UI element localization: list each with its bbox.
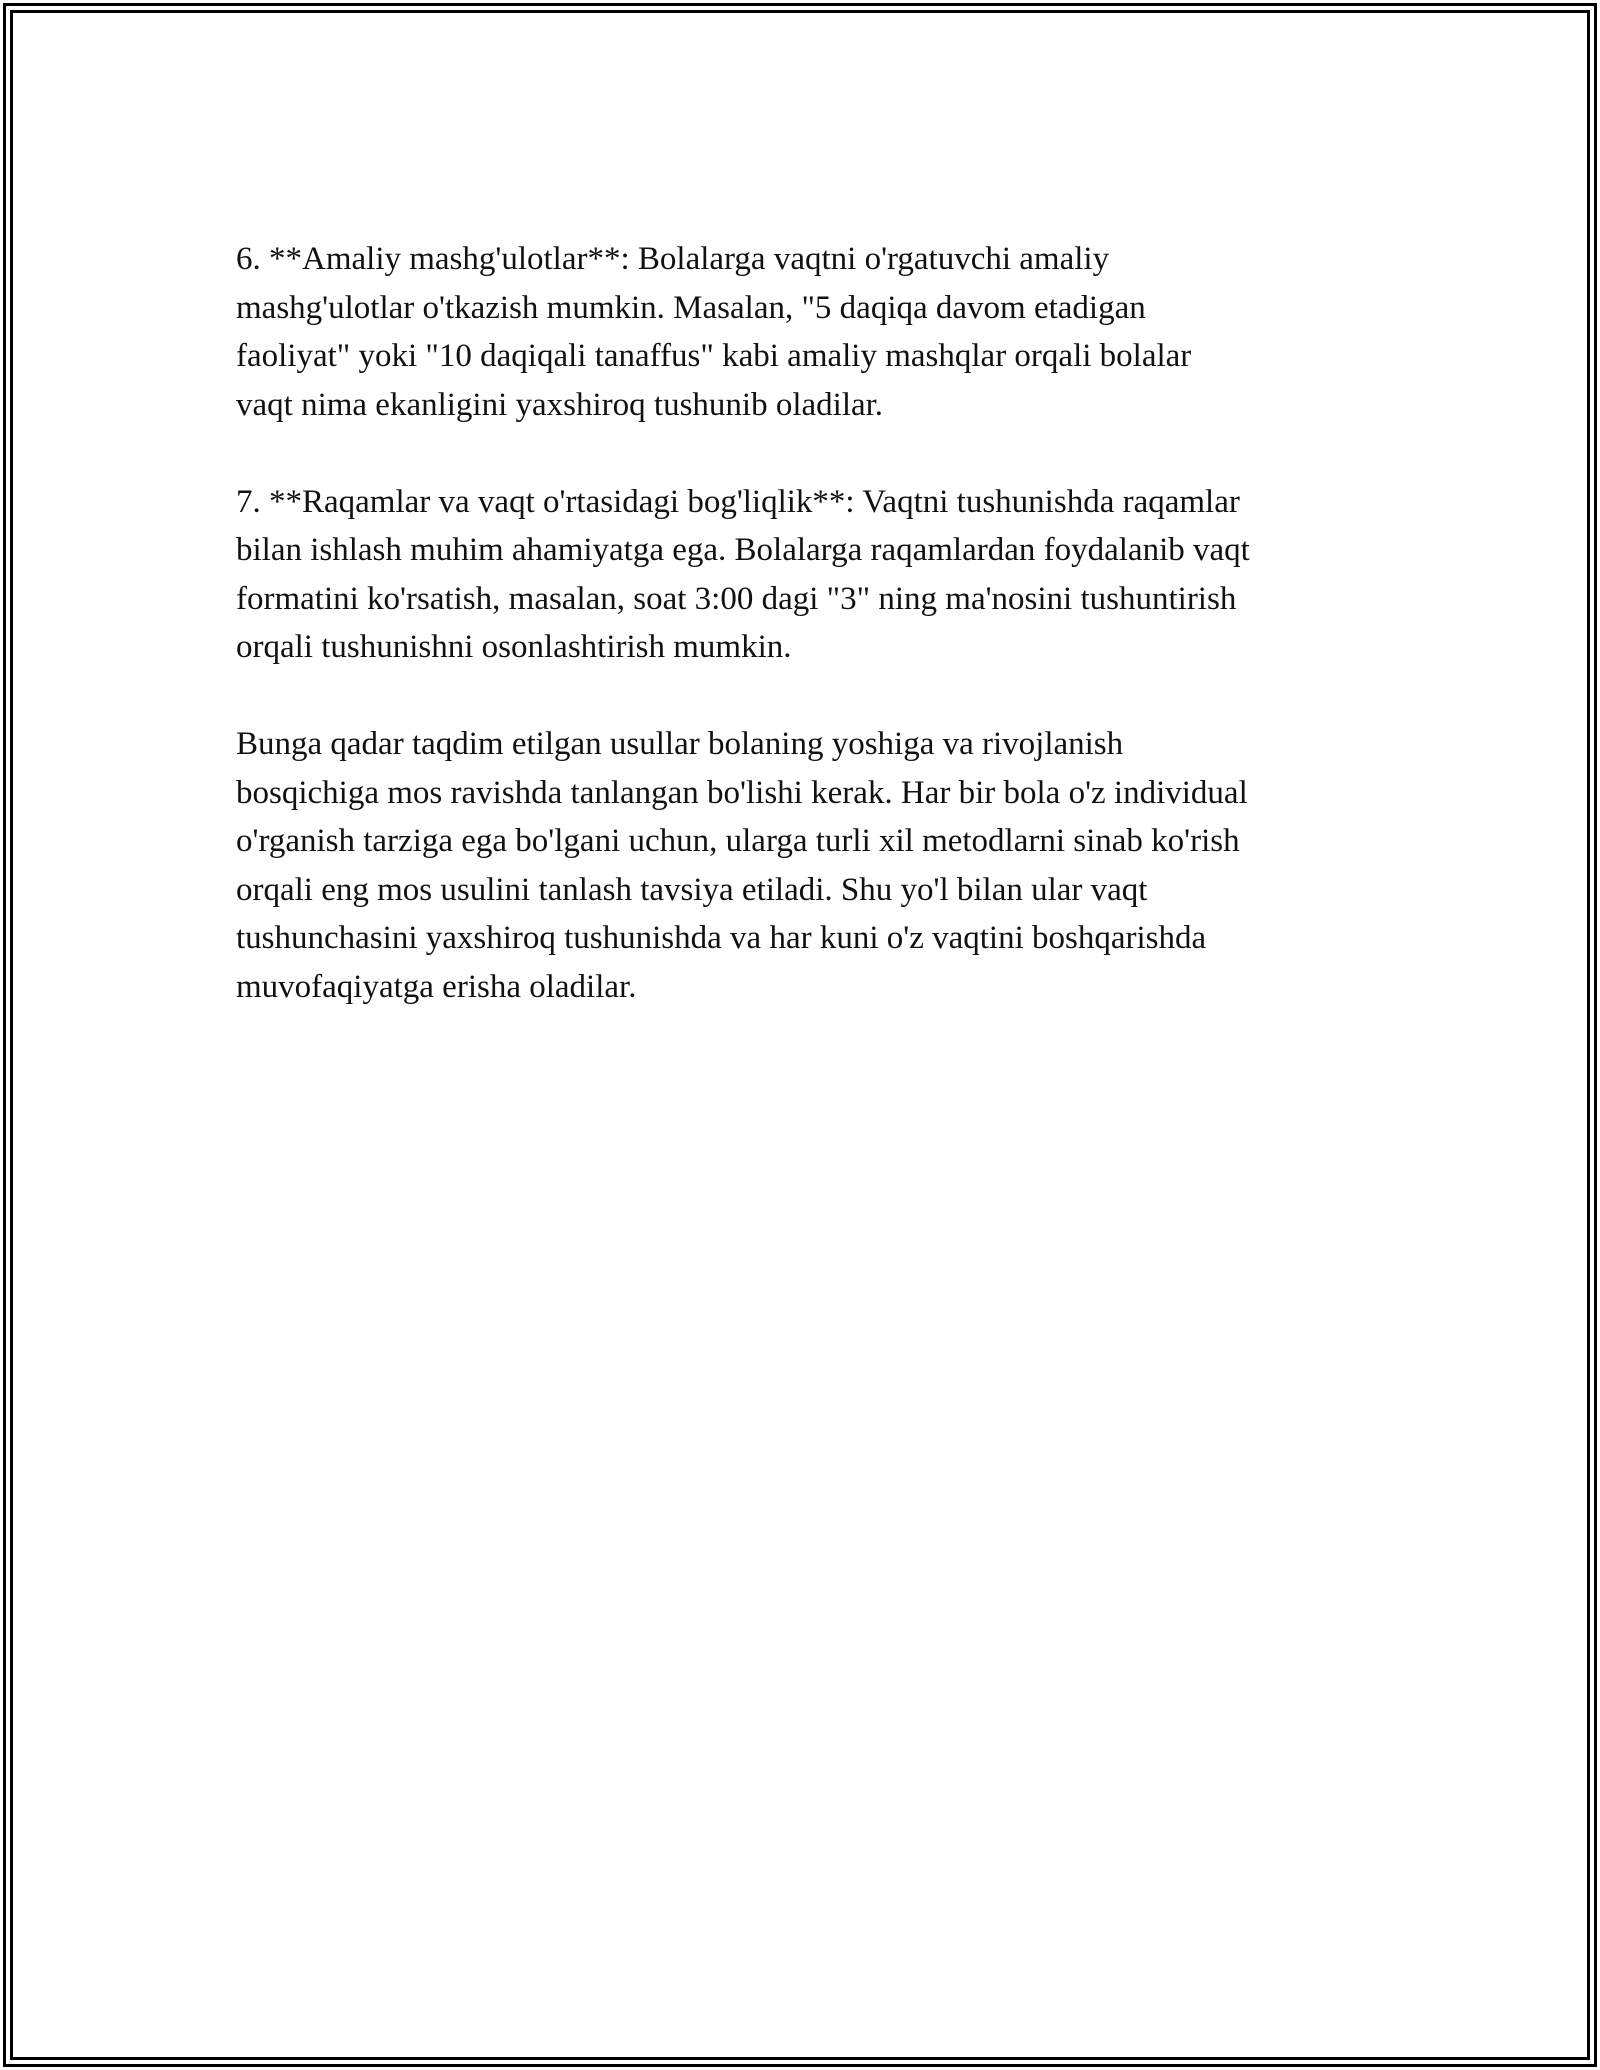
document-body bbox=[236, 235, 1376, 1060]
paragraph-amaliy-mashgulotlar: 6. **Amaliy mashg'ulotlar**: Bolalarga vaqtni o'rgatuvchi amaliy mashg'ulotlar o'tkazish mumkin. Masalan, "5 daqiqa davom etadigan faoliyat" yoki "10 daqiqali tanaffus" kabi amaliy mashqlar orqali bolalar vaqt nima ekanligini yaxshiroq tushunib oladilar. bbox=[236, 241, 1192, 423]
paragraph-raqamlar-va-vaqt: 7. **Raqamlar va vaqt o'rtasidagi bog'liqlik**: Vaqtni tushunishda raqamlar bilan ishlash muhim ahamiyatga ega. Bolalarga raqamlardan foydalanib vaqt formatini ko'rsatish, masalan, soat 3:00 dagi "3" ning ma'nosini tushuntirish orqali tushunishni osonlashtirish mumkin. bbox=[236, 483, 1250, 665]
paragraph-conclusion: Bunga qadar taqdim etilgan usullar bolaning yoshiga va rivojlanish bosqichiga mos ravishda tanlangan bo'lishi kerak. Har bir bola o'z individual o'rganish tarziga ega bo'lgani uchun, ularga turli xil metodlarni sinab ko'rish orqali eng mos usulini tanlash tavsiya etiladi. Shu yo'l bilan ular vaqt tushunchasini yaxshiroq tushunishda va har kuni o'z vaqtini boshqarishda muvofaqiyatga erisha oladilar. bbox=[236, 726, 1248, 1005]
